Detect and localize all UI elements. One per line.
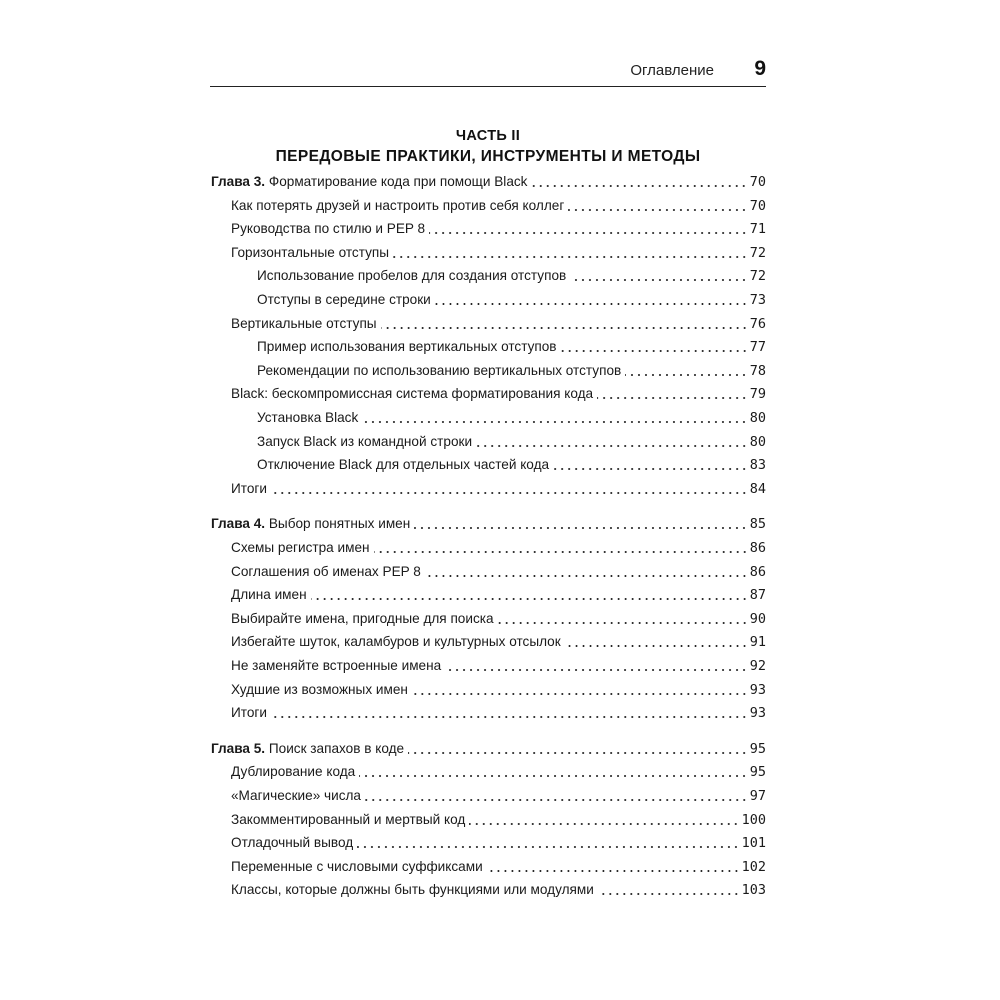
toc-entry-title: Длина имен (231, 587, 307, 603)
toc-page-number: 72 (749, 244, 766, 261)
toc-subsection[interactable] (257, 361, 766, 381)
toc-entry-title: Избегайте шуток, каламбуров и культурных отсылок (231, 634, 561, 650)
toc-entry-text (231, 562, 421, 582)
toc-entry-text (257, 455, 549, 475)
toc-entry-text (231, 314, 377, 334)
toc-section[interactable] (231, 632, 766, 652)
toc-entry-text (231, 632, 561, 652)
toc-page-number: 83 (749, 457, 766, 474)
toc-entry-title: Отладочный вывод (231, 835, 354, 851)
toc-entry-text (231, 857, 483, 877)
dot-leader (271, 715, 748, 719)
toc-page-number: 72 (749, 268, 766, 285)
dot-leader (476, 444, 748, 448)
toc-entry-title: Закомментированный и мертвый код (231, 811, 466, 827)
toc-page-number: 93 (749, 681, 766, 698)
toc-entry-title: Переменные с числовыми суффиксами (231, 858, 483, 874)
toc-section[interactable] (231, 810, 766, 830)
toc-entry-text (231, 219, 425, 239)
toc-entry-text (231, 243, 389, 263)
dot-leader (498, 621, 748, 625)
toc-section[interactable] (231, 656, 766, 676)
running-head (210, 57, 766, 87)
toc-entry-title: Соглашения об именах PEP 8 (231, 563, 421, 579)
toc-entry-text (231, 384, 593, 404)
dot-leader (625, 373, 747, 377)
toc-page-number: 92 (749, 658, 766, 674)
dot-leader (487, 869, 740, 873)
toc-section[interactable] (231, 880, 766, 900)
toc-entry-title: Классы, которые должны быть функциями или модулями (231, 882, 594, 898)
toc-section[interactable] (231, 857, 766, 877)
toc-entry-text (231, 196, 564, 216)
dot-leader (414, 526, 747, 530)
toc-entry-title: Худшие из возможных имен (231, 681, 408, 697)
dot-leader (393, 255, 748, 259)
toc-entry-title: Использование пробелов для создания отступов (257, 268, 567, 284)
toc-page-number: 71 (749, 221, 766, 238)
toc-entry-title: Выбирайте имена, пригодные для поиска (231, 610, 494, 626)
dot-leader (568, 208, 747, 212)
toc-entry-title: Поиск запахов в коде (268, 740, 405, 756)
toc-page-number: 93 (749, 705, 766, 722)
toc-page-number: 90 (749, 610, 766, 627)
toc-page-number: 78 (749, 362, 766, 379)
toc-page-number: 79 (749, 386, 766, 403)
dot-leader (570, 278, 747, 282)
toc-entry-title: Пример использования вертикальных отступов (257, 339, 557, 355)
toc-entry-title: «Магические» числа (231, 788, 361, 803)
toc-entry-text (231, 680, 408, 700)
toc-entry-title: Итоги (231, 705, 267, 721)
toc-subsection[interactable] (257, 408, 766, 428)
toc-entry-text (257, 290, 431, 310)
chapter-label: Глава 3. (211, 174, 266, 189)
dot-leader (365, 798, 748, 802)
toc-entry-title: Вертикальные отступы (231, 315, 377, 331)
toc-entry-title: Black: бескомпромиссная система форматирования кода (231, 386, 594, 402)
toc-section[interactable] (231, 833, 766, 853)
toc-entry-title: Дублирование кода (231, 764, 356, 780)
toc-entry-title: Рекомендации по использованию вертикальных отступов (257, 362, 622, 378)
toc-section[interactable] (231, 786, 766, 806)
toc-section[interactable] (231, 384, 766, 404)
toc-page-number: 87 (749, 587, 766, 604)
toc-entry-title: Горизонтальные отступы (231, 244, 390, 260)
page-number: 9 (754, 57, 766, 80)
toc-page-number: 77 (749, 339, 766, 356)
toc-subsection[interactable] (257, 432, 766, 452)
toc-chapter[interactable] (211, 514, 766, 534)
dot-leader (597, 396, 748, 400)
toc-page-number: 91 (749, 634, 766, 651)
toc-page-number: 70 (749, 174, 766, 190)
toc-page-number: 85 (749, 516, 766, 533)
toc-entry-title: Выбор понятных имен (268, 516, 411, 532)
dot-leader (271, 491, 748, 495)
toc-entry-text (211, 514, 410, 534)
toc-section[interactable] (231, 703, 766, 723)
toc-entry-title: Форматирование кода при помощи Black (268, 174, 528, 189)
toc-entry-title: Как потерять друзей и настроить против себя коллег (231, 197, 565, 213)
toc-section[interactable] (231, 538, 766, 558)
dot-leader (565, 644, 748, 648)
dot-leader (412, 692, 748, 696)
dot-leader (381, 326, 748, 330)
dot-leader (408, 751, 748, 755)
toc-page-number: 95 (749, 740, 766, 757)
toc-entry-text (257, 337, 557, 357)
toc-entry-text (231, 609, 494, 629)
toc-page-number: 102 (741, 858, 766, 875)
dot-leader (445, 668, 748, 672)
toc-entry-title: Не заменяйте встроенные имена (231, 658, 442, 673)
toc-entry-text (211, 739, 404, 759)
toc-page-number: 86 (749, 540, 766, 556)
toc-entry-title: Руководства по стилю и PEP 8 (231, 221, 426, 237)
toc-page-number: 80 (749, 433, 766, 450)
toc-chapter[interactable] (211, 739, 766, 759)
part-label: ЧАСТЬ II (455, 128, 521, 144)
dot-leader (357, 845, 739, 849)
toc-entry-text (257, 408, 358, 428)
toc-section[interactable] (231, 585, 766, 605)
toc-entry-title: Схемы регистра имен (231, 540, 370, 555)
dot-leader (561, 349, 748, 353)
dot-leader (311, 597, 748, 601)
toc-section[interactable] (231, 243, 766, 263)
toc-subsection[interactable] (257, 290, 766, 310)
toc-entry-text (231, 703, 267, 723)
toc-entry-title: Итоги (231, 480, 267, 496)
dot-leader (435, 302, 748, 306)
toc-section[interactable] (231, 219, 766, 239)
toc-entry-text (257, 432, 472, 452)
chapter-label: Глава 5. (211, 740, 266, 756)
toc-page-number: 97 (749, 788, 766, 804)
toc-section[interactable] (231, 479, 766, 499)
toc-subsection[interactable] (257, 455, 766, 475)
toc-entry-text (231, 810, 465, 830)
dot-leader (553, 467, 748, 471)
toc-entry-text (231, 833, 353, 853)
toc-page-number: 95 (749, 764, 766, 781)
toc-entry-text (231, 656, 441, 676)
toc-entry-text (231, 762, 355, 782)
dot-leader (425, 574, 748, 578)
toc-subsection[interactable] (257, 266, 766, 286)
chapter-label: Глава 4. (211, 516, 266, 532)
toc-entry-text (231, 880, 594, 900)
toc-section[interactable] (231, 680, 766, 700)
toc-page-number: 70 (749, 197, 766, 214)
dot-leader (531, 184, 747, 188)
toc-page-number: 101 (741, 835, 766, 852)
dot-leader (429, 231, 748, 235)
toc-page-number: 80 (749, 410, 766, 426)
toc-section[interactable] (231, 314, 766, 334)
dot-leader (598, 892, 740, 896)
toc-page-number: 86 (749, 563, 766, 580)
toc-chapter[interactable] (211, 172, 766, 192)
toc-entry-title: Отступы в середине строки (257, 292, 431, 307)
dot-leader (359, 774, 748, 778)
toc-section[interactable] (231, 762, 766, 782)
toc-section[interactable] (231, 196, 766, 216)
part-heading (210, 126, 766, 168)
part-title: ПЕРЕДОВЫЕ ПРАКТИКИ, ИНСТРУМЕНТЫ И МЕТОДЫ (275, 148, 701, 165)
toc-entry-title: Установка Black (257, 410, 359, 425)
dot-leader (469, 822, 739, 826)
toc-section[interactable] (231, 562, 766, 582)
toc-page-number: 84 (749, 480, 766, 497)
toc-entry-text (257, 361, 621, 381)
toc-entry-text (231, 585, 307, 605)
toc-entry-title: Запуск Black из командной строки (257, 433, 473, 449)
toc-page-number: 100 (741, 811, 766, 828)
toc-entry-text (231, 538, 370, 558)
toc-page-number: 103 (741, 882, 766, 899)
toc-entry-text (231, 479, 267, 499)
toc-entry-text (257, 266, 566, 286)
running-title: Оглавление (630, 62, 714, 79)
toc-entry-text (211, 172, 527, 192)
toc-entry-text (231, 786, 361, 806)
dot-leader (362, 420, 747, 424)
toc-page-number: 76 (749, 315, 766, 332)
dot-leader (374, 550, 748, 554)
toc-entry-title: Отключение Black для отдельных частей кода (257, 457, 550, 473)
toc-page-number: 73 (749, 292, 766, 308)
toc-section[interactable] (231, 609, 766, 629)
toc-subsection[interactable] (257, 337, 766, 357)
